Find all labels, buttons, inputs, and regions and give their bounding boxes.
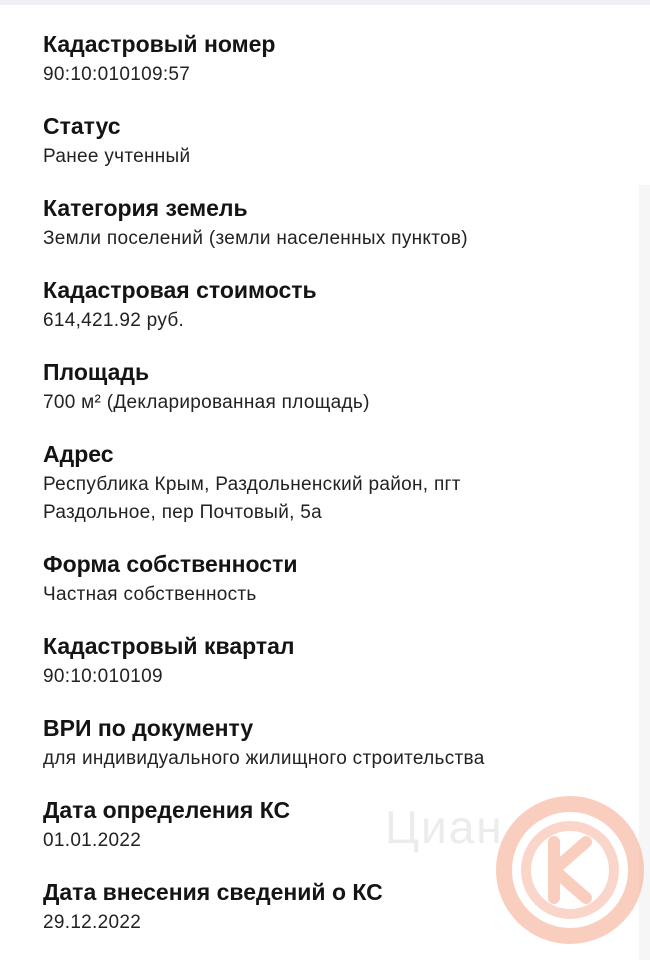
field-value: 90:10:010109:57	[43, 64, 191, 85]
field-label: Кадастровый номер	[43, 31, 276, 57]
field-value: 700 м² (Декларированная площадь)	[43, 392, 370, 413]
field-valuation-date	[43, 795, 623, 855]
field-label: Адрес	[43, 441, 114, 467]
field-label: Площадь	[43, 359, 150, 385]
field-address	[43, 439, 623, 527]
field-label: Кадастровый квартал	[43, 633, 295, 659]
field-area	[43, 357, 623, 417]
field-value: 90:10:010109	[43, 666, 163, 687]
field-label: Категория земель	[43, 195, 248, 221]
field-permitted-use	[43, 713, 623, 773]
field-cadastral-number	[43, 29, 623, 89]
field-value-line-1: Республика Крым, Раздольненский район, пгт	[43, 474, 461, 495]
property-info-list	[43, 29, 623, 959]
field-value: Ранее учтенный	[43, 146, 191, 167]
watermark-text: Циан	[385, 801, 504, 853]
field-value: для индивидуального жилищного строительства	[43, 748, 485, 769]
field-value-line-2: Раздольное, пер Почтовый, 5а	[43, 502, 323, 523]
field-status	[43, 111, 623, 171]
field-cadastral-value	[43, 275, 623, 335]
field-label: Дата внесения сведений о КС	[43, 879, 383, 905]
top-strip	[0, 0, 650, 5]
field-label: Статус	[43, 113, 121, 139]
field-label: Кадастровая стоимость	[43, 277, 317, 303]
field-cadastral-quarter	[43, 631, 623, 691]
field-label: ВРИ по документу	[43, 715, 254, 741]
field-land-category	[43, 193, 623, 253]
field-value: Земли поселений (земли населенных пунктов)	[43, 228, 468, 249]
field-value: 01.01.2022	[43, 830, 142, 851]
field-label: Дата определения КС	[43, 797, 291, 823]
field-entry-date	[43, 877, 623, 937]
field-value: Частная собственность	[43, 584, 257, 605]
field-value: 614,421.92 руб.	[43, 310, 185, 331]
field-value: 29.12.2022	[43, 912, 142, 933]
field-ownership-form	[43, 549, 623, 609]
field-label: Форма собственности	[43, 551, 298, 577]
